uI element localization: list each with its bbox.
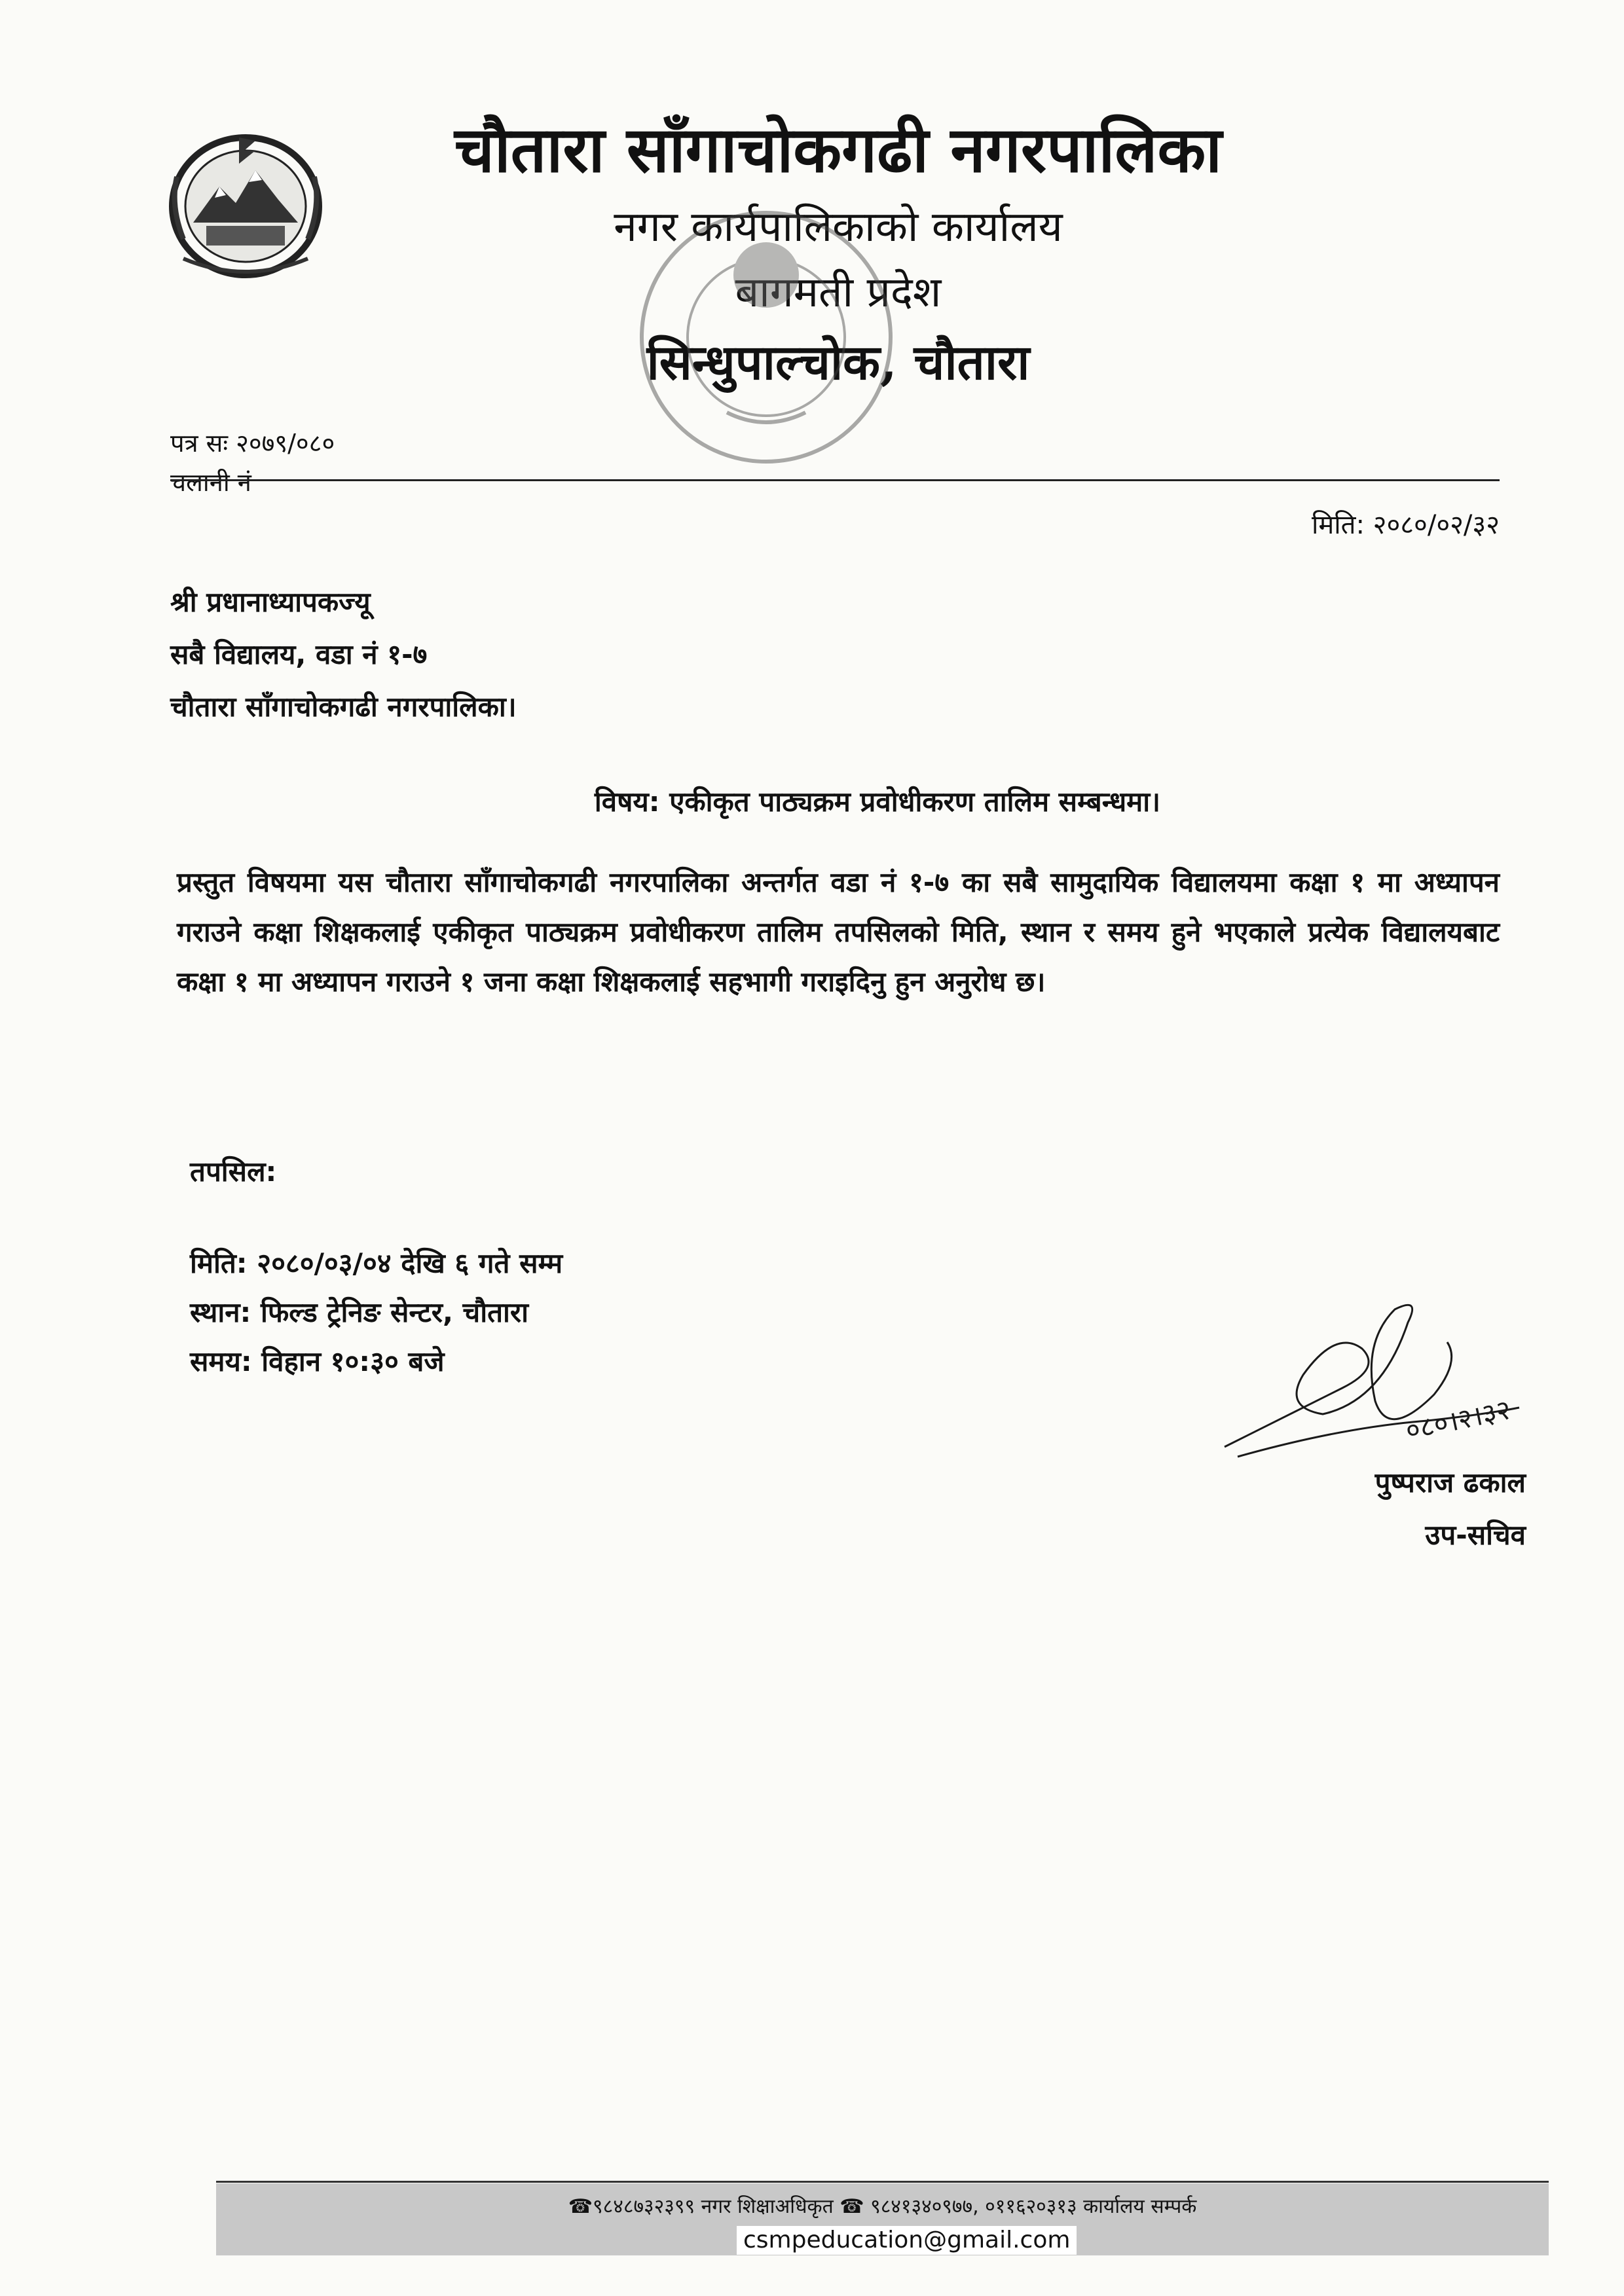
training-time: समय: विहान १०:३० बजे — [190, 1345, 445, 1377]
office-name: नगर कार्यपालिकाको कार्यालय — [614, 203, 1063, 251]
addressee-line-1: श्री प्रधानाध्यापकज्यू — [170, 586, 371, 618]
addressee-line-2: सबै विद्यालय, वडा नं १-७ — [170, 638, 428, 670]
signature-date: ०८०।२।३२ — [1402, 1393, 1514, 1447]
signatory-name: पुष्पराज ढकाल — [1375, 1467, 1526, 1499]
addressee-line-3: चौतारा साँगाचोकगढी नगरपालिका। — [170, 691, 517, 723]
letter-date: मिति: २०८०/०२/३२ — [1312, 510, 1500, 540]
dispatch-number: चलानी नं — [170, 468, 251, 497]
training-date: मिति: २०८०/०३/०४ देखि ६ गते सम्म — [190, 1247, 563, 1279]
signature-icon — [1211, 1283, 1591, 1480]
location-name: सिन्धुपाल्चोक, चौतारा — [646, 335, 1030, 391]
details-heading: तपसिल: — [190, 1156, 277, 1188]
footer-email: csmpeducation@gmail.com — [737, 2226, 1077, 2255]
signatory-designation: उप-सचिव — [1425, 1519, 1526, 1551]
training-place: स्थान: फिल्ड ट्रेनिङ सेन्टर, चौतारा — [190, 1296, 528, 1328]
letter-number: पत्र सः २०७९/०८० — [170, 429, 335, 458]
letter-body: प्रस्तुत विषयमा यस चौतारा साँगाचोकगढी नगरपालिका अन्तर्गत वडा नं १-७ का सबै सामुदायिक विद्यालयमा कक्षा १ मा अध्यापन गराउने कक्षा शिक्षकलाई एकीकृत पाठ्यक्रम प्रवोधीकरण तालिम तपसिलको मिति, स्थान र समय हुने भएकाले प्रत्येक विद्यालयबाट कक्षा १ मा अध्यापन गराउने १ जना कक्षा शिक्षकलाई सहभागी गराइदिनु हुन अनुरोध छ। — [177, 866, 1500, 998]
municipality-title: चौतारा साँगाचोकगढी नगरपालिका — [454, 113, 1223, 187]
header-divider — [170, 479, 1500, 481]
province-name: बागमती प्रदेश — [735, 268, 942, 317]
footer-divider — [216, 2181, 1549, 2183]
office-stamp-icon — [629, 196, 904, 478]
footer-contacts: ☎९८४८७३२३९९ नगर शिक्षाअधिकृत ☎ ९८४१३४०९७७, ०११६२०३१३ कार्यालय सम्पर्क — [568, 2195, 1197, 2218]
letter-subject: विषय: एकीकृत पाठ्यक्रम प्रवोधीकरण तालिम सम्बन्धमा। — [594, 786, 1161, 818]
